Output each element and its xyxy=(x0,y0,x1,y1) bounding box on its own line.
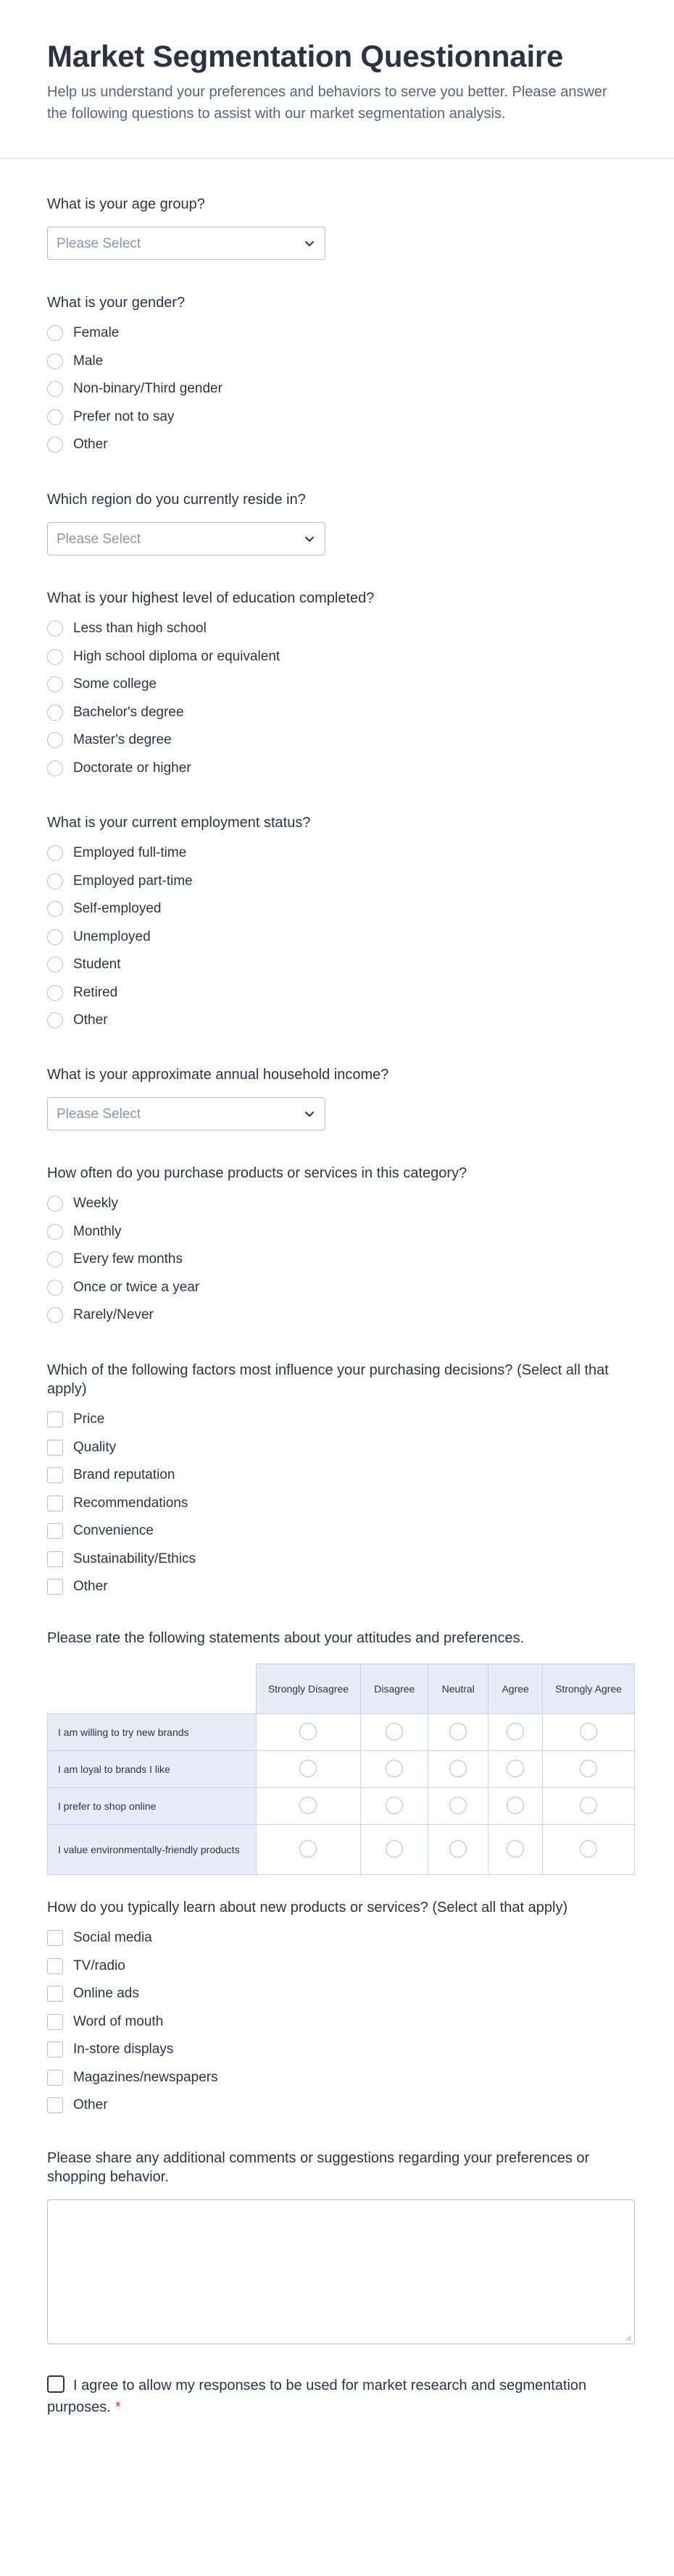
matrix-cell xyxy=(256,1788,361,1825)
option-label: Every few months xyxy=(73,1251,183,1267)
option-label: Non-binary/Third gender xyxy=(73,381,222,397)
chevron-down-icon xyxy=(303,532,316,545)
matrix-radio[interactable] xyxy=(299,1760,317,1777)
option-label: Employed part-time xyxy=(73,873,193,889)
matrix-header-row xyxy=(48,1664,635,1714)
matrix-radio[interactable] xyxy=(580,1760,597,1777)
option-label: Less than high school xyxy=(73,621,207,637)
matrix-column-header: Strongly Disagree xyxy=(256,1664,361,1714)
option-label: Some college xyxy=(73,676,157,692)
matrix-radio[interactable] xyxy=(507,1723,524,1740)
consent-field xyxy=(47,2375,634,2418)
matrix-cell xyxy=(256,1825,361,1875)
option-label: Other xyxy=(73,437,108,453)
matrix-cell xyxy=(361,1714,428,1751)
radio-button[interactable] xyxy=(47,1251,63,1267)
option-label: Once or twice a year xyxy=(73,1279,200,1295)
question-learn xyxy=(47,1898,634,2120)
checkbox[interactable] xyxy=(47,1440,63,1456)
option-label: Doctorate or higher xyxy=(73,760,191,776)
option-label: Recommendations xyxy=(73,1495,188,1511)
income-dropdown[interactable] xyxy=(47,1097,325,1130)
matrix-column-header: Disagree xyxy=(361,1664,428,1714)
frequency-option[interactable] xyxy=(47,1218,634,1246)
attitudes-matrix xyxy=(47,1664,635,1875)
form-subtitle: Help us understand your preferences and behaviors to serve you better. Please answer the following questions to assist with our market segmentation analysis. xyxy=(47,84,607,122)
option-label: TV/radio xyxy=(73,1958,125,1973)
option-label: Social media xyxy=(73,1930,152,1946)
factor-option[interactable] xyxy=(47,1434,634,1462)
radio-button[interactable] xyxy=(47,325,63,341)
radio-button[interactable] xyxy=(47,409,63,425)
matrix-radio[interactable] xyxy=(507,1760,524,1777)
education-options xyxy=(47,615,634,782)
option-label: Student xyxy=(73,957,121,973)
checkbox[interactable] xyxy=(47,1551,63,1567)
option-label: Self-employed xyxy=(73,901,162,917)
factor-option[interactable] xyxy=(47,1490,634,1518)
matrix-cell xyxy=(428,1825,488,1875)
option-label: Bachelor's degree xyxy=(73,704,184,720)
option-label: Retired xyxy=(73,984,118,1000)
matrix-cell xyxy=(543,1714,635,1751)
matrix-radio[interactable] xyxy=(299,1797,317,1814)
matrix-radio[interactable] xyxy=(449,1797,467,1814)
matrix-cell xyxy=(361,1751,428,1788)
matrix-radio[interactable] xyxy=(449,1723,467,1740)
employment-option[interactable] xyxy=(47,839,634,868)
education-option[interactable] xyxy=(47,699,634,727)
checkbox[interactable] xyxy=(47,1579,63,1595)
option-label: Unemployed xyxy=(73,928,151,944)
question-label: What is your approximate annual household income? xyxy=(47,1067,389,1083)
radio-button[interactable] xyxy=(47,1196,63,1212)
option-label: Brand reputation xyxy=(73,1467,175,1483)
matrix-row xyxy=(48,1825,635,1875)
option-label: In-store displays xyxy=(73,2042,174,2057)
radio-button[interactable] xyxy=(47,873,63,889)
chevron-down-icon xyxy=(303,237,316,250)
checkbox[interactable] xyxy=(47,2097,63,2113)
frequency-options xyxy=(47,1190,634,1330)
radio-button[interactable] xyxy=(47,929,63,945)
radio-button[interactable] xyxy=(47,437,63,453)
employment-options xyxy=(47,839,634,1035)
learn-option[interactable] xyxy=(47,2036,634,2064)
option-label: Employed full-time xyxy=(73,845,187,861)
factor-option[interactable] xyxy=(47,1461,634,1490)
option-label: Rarely/Never xyxy=(73,1307,154,1323)
matrix-radio[interactable] xyxy=(386,1840,403,1858)
matrix-cell xyxy=(256,1751,361,1788)
region-dropdown[interactable] xyxy=(47,522,325,555)
consent-label: I agree to allow my responses to be used for market research and segmentation purposes. xyxy=(47,2378,587,2415)
matrix-radio[interactable] xyxy=(386,1797,403,1814)
matrix-cell xyxy=(543,1751,635,1788)
resize-handle-icon[interactable] xyxy=(625,2334,632,2341)
matrix-column-header: Agree xyxy=(488,1664,543,1714)
employment-option[interactable] xyxy=(47,951,634,979)
question-label: What is your current employment status? xyxy=(47,815,311,831)
checkbox[interactable] xyxy=(47,2042,63,2057)
radio-button[interactable] xyxy=(47,760,63,776)
matrix-radio[interactable] xyxy=(507,1840,524,1858)
employment-option[interactable] xyxy=(47,895,634,923)
matrix-cell xyxy=(488,1751,543,1788)
gender-options xyxy=(47,319,634,459)
matrix-row-label: I am loyal to brands I like xyxy=(48,1751,257,1788)
question-label: What is your age group? xyxy=(47,196,205,212)
learn-option[interactable] xyxy=(47,2092,634,2120)
radio-button[interactable] xyxy=(47,353,63,369)
checkbox[interactable] xyxy=(47,2070,63,2086)
radio-button[interactable] xyxy=(47,985,63,1001)
factor-option[interactable] xyxy=(47,1573,634,1601)
question-comments xyxy=(47,2149,634,2344)
gender-option-nonbinary[interactable] xyxy=(47,375,634,403)
radio-button[interactable] xyxy=(47,705,63,721)
matrix-column-header: Strongly Agree xyxy=(543,1664,635,1714)
checkbox[interactable] xyxy=(47,1411,63,1427)
question-income xyxy=(47,1065,634,1130)
education-option[interactable] xyxy=(47,643,634,671)
checkbox[interactable] xyxy=(47,1523,63,1539)
frequency-option[interactable] xyxy=(47,1246,634,1274)
matrix-column-header: Neutral xyxy=(428,1664,488,1714)
option-label: Other xyxy=(73,1579,108,1595)
checkbox[interactable] xyxy=(47,2014,63,2030)
option-label: Male xyxy=(73,353,104,369)
matrix-cell xyxy=(488,1825,543,1875)
learn-options xyxy=(47,1924,634,2120)
question-label: How often do you purchase products or services in this category? xyxy=(47,1165,467,1181)
frequency-option[interactable] xyxy=(47,1274,634,1302)
matrix-radio[interactable] xyxy=(299,1723,317,1740)
learn-option[interactable] xyxy=(47,1924,634,1952)
matrix-cell xyxy=(488,1788,543,1825)
dropdown-placeholder: Please Select xyxy=(57,1107,141,1122)
gender-option-other[interactable] xyxy=(47,431,634,459)
radio-button[interactable] xyxy=(47,381,63,397)
radio-button[interactable] xyxy=(47,621,63,637)
radio-button[interactable] xyxy=(47,649,63,665)
option-label: Master's degree xyxy=(73,732,172,748)
option-label: Quality xyxy=(73,1439,117,1455)
learn-option[interactable] xyxy=(47,1980,634,2008)
required-asterisk: * xyxy=(115,2399,121,2415)
matrix-cell xyxy=(428,1714,488,1751)
learn-option[interactable] xyxy=(47,2008,634,2036)
checkbox[interactable] xyxy=(47,1495,63,1511)
matrix-radio[interactable] xyxy=(449,1840,467,1858)
question-education xyxy=(47,589,634,782)
option-label: Online ads xyxy=(73,1986,139,2002)
question-label: What is your gender? xyxy=(47,295,186,311)
employment-option[interactable] xyxy=(47,868,634,896)
employment-option[interactable] xyxy=(47,1007,634,1035)
option-label: Sustainability/Ethics xyxy=(73,1551,196,1566)
option-label: Prefer not to say xyxy=(73,408,175,424)
checkbox[interactable] xyxy=(47,1958,63,1974)
matrix-cell xyxy=(256,1714,361,1751)
question-gender xyxy=(47,293,634,459)
matrix-cell xyxy=(361,1788,428,1825)
factor-option[interactable] xyxy=(47,1517,634,1545)
comments-textarea[interactable] xyxy=(47,2199,635,2344)
option-label: Monthly xyxy=(73,1223,122,1239)
matrix-cell xyxy=(428,1788,488,1825)
matrix-row-label: I am willing to try new brands xyxy=(48,1714,257,1751)
radio-button[interactable] xyxy=(47,1224,63,1240)
radio-button[interactable] xyxy=(47,1280,63,1296)
consent-row[interactable] xyxy=(47,2375,634,2418)
radio-button[interactable] xyxy=(47,676,63,692)
matrix-row xyxy=(48,1788,635,1825)
matrix-radio[interactable] xyxy=(507,1797,524,1814)
radio-button[interactable] xyxy=(47,1307,63,1323)
factor-option[interactable] xyxy=(47,1545,634,1574)
question-label: What is your highest level of education completed? xyxy=(47,590,375,606)
question-label: Which of the following factors most influence your purchasing decisions? (Select all that apply) xyxy=(47,1362,609,1397)
question-factors xyxy=(47,1361,634,1601)
option-label: Word of mouth xyxy=(73,2013,164,2029)
option-label: Other xyxy=(73,2097,108,2113)
matrix-cell xyxy=(543,1825,635,1875)
option-label: High school diploma or equivalent xyxy=(73,648,280,664)
employment-option[interactable] xyxy=(47,979,634,1007)
question-label: Please rate the following statements about your attitudes and preferences. xyxy=(47,1630,525,1646)
form-header xyxy=(0,0,674,159)
gender-option-female[interactable] xyxy=(47,319,634,348)
matrix-radio[interactable] xyxy=(386,1760,403,1777)
matrix-row-label: I prefer to shop online xyxy=(48,1788,257,1825)
checkbox[interactable] xyxy=(47,1986,63,2002)
question-label: How do you typically learn about new products or services? (Select all that apply) xyxy=(47,1900,568,1916)
frequency-option[interactable] xyxy=(47,1301,634,1330)
option-label: Magazines/newspapers xyxy=(73,2069,218,2085)
education-option[interactable] xyxy=(47,726,634,755)
radio-button[interactable] xyxy=(47,957,63,973)
question-age xyxy=(47,195,634,260)
option-label: Price xyxy=(73,1411,105,1427)
radio-button[interactable] xyxy=(47,732,63,748)
option-label: Convenience xyxy=(73,1523,154,1539)
education-option[interactable] xyxy=(47,755,634,783)
dropdown-placeholder: Please Select xyxy=(57,236,141,251)
employment-option[interactable] xyxy=(47,923,634,952)
radio-button[interactable] xyxy=(47,901,63,917)
matrix-corner xyxy=(48,1664,257,1714)
matrix-row xyxy=(48,1714,635,1751)
matrix-radio[interactable] xyxy=(386,1723,403,1740)
dropdown-placeholder: Please Select xyxy=(57,532,141,547)
question-label: Please share any additional comments or suggestions regarding your preferences or shopping behavior. xyxy=(47,2150,590,2185)
option-label: Female xyxy=(73,325,120,341)
factors-options xyxy=(47,1406,634,1601)
matrix-row-label: I value environmentally-friendly products xyxy=(48,1825,257,1875)
option-label: Other xyxy=(73,1012,108,1028)
radio-button[interactable] xyxy=(47,1012,63,1028)
matrix-radio[interactable] xyxy=(580,1840,597,1858)
question-region xyxy=(47,490,634,555)
chevron-down-icon xyxy=(303,1107,316,1120)
question-frequency xyxy=(47,1164,634,1330)
factor-option[interactable] xyxy=(47,1406,634,1434)
question-label: Which region do you currently reside in? xyxy=(47,492,306,508)
matrix-cell xyxy=(543,1788,635,1825)
question-employment xyxy=(47,813,634,1035)
matrix-row xyxy=(48,1751,635,1788)
question-attitudes xyxy=(47,1629,634,1875)
education-option[interactable] xyxy=(47,671,634,699)
matrix-radio[interactable] xyxy=(580,1797,597,1814)
learn-option[interactable] xyxy=(47,2064,634,2092)
matrix-radio[interactable] xyxy=(580,1723,597,1740)
gender-option-prefer-not[interactable] xyxy=(47,403,634,432)
frequency-option[interactable] xyxy=(47,1190,634,1218)
education-option[interactable] xyxy=(47,615,634,643)
gender-option-male[interactable] xyxy=(47,348,634,376)
matrix-cell xyxy=(428,1751,488,1788)
option-label: Weekly xyxy=(73,1196,118,1212)
checkbox[interactable] xyxy=(47,1467,63,1483)
checkbox[interactable] xyxy=(47,1930,63,1946)
matrix-cell xyxy=(361,1825,428,1875)
learn-option[interactable] xyxy=(47,1952,634,1981)
form-title: Market Segmentation Questionnaire xyxy=(47,39,564,73)
matrix-cell xyxy=(488,1714,543,1751)
age-dropdown[interactable] xyxy=(47,227,325,260)
matrix-radio[interactable] xyxy=(299,1840,317,1858)
matrix-radio[interactable] xyxy=(449,1760,467,1777)
consent-checkbox[interactable] xyxy=(47,2375,65,2393)
radio-button[interactable] xyxy=(47,845,63,861)
